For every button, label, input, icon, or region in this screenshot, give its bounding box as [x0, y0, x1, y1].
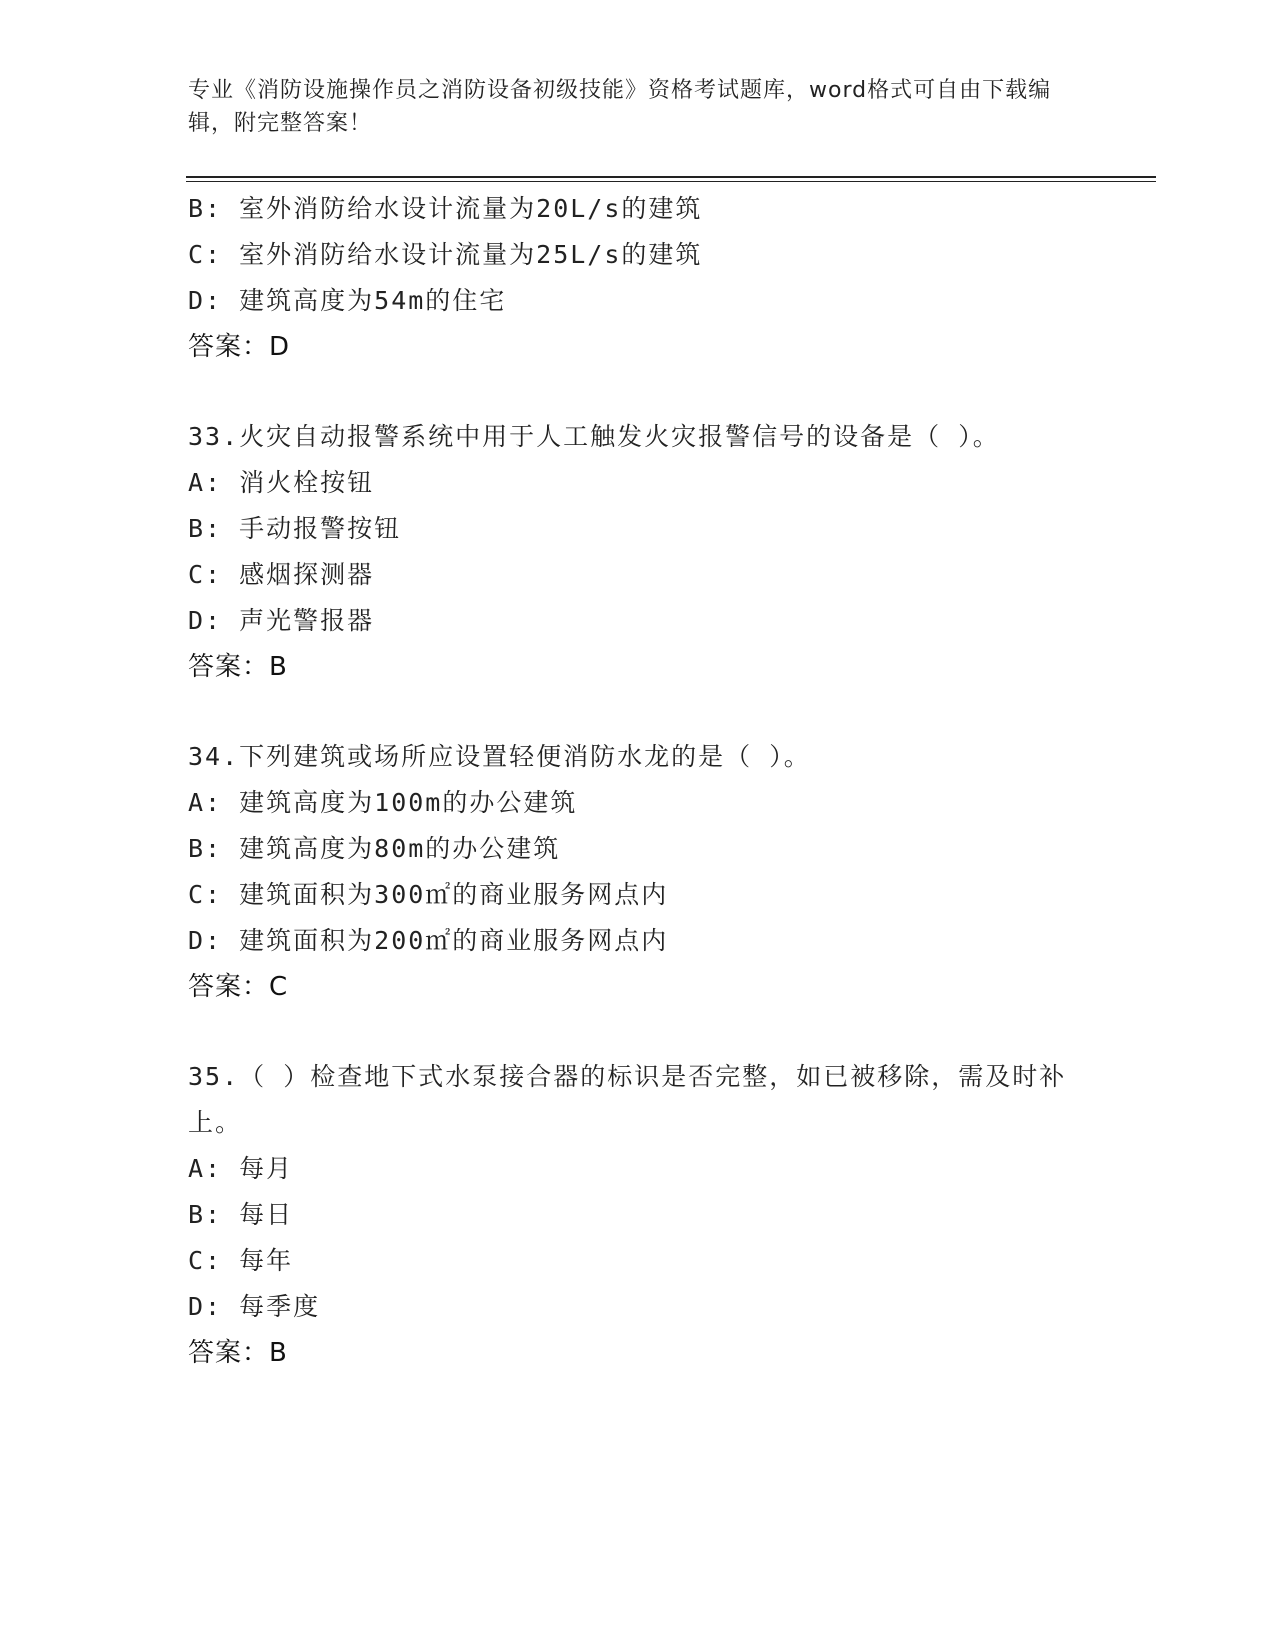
- option-a: A: 每月: [188, 1154, 294, 1183]
- question-stem: 35.（ ）检查地下式水泵接合器的标识是否完整，如已被移除，需及时补上。: [188, 1062, 1067, 1137]
- answer-line: 答案：C: [188, 972, 289, 1002]
- answer-line: 答案：D: [188, 332, 291, 362]
- option-d: D: 每季度: [188, 1292, 321, 1321]
- carryover-block: [188, 186, 1148, 370]
- question-block-35: [188, 1054, 1148, 1376]
- question-stem: 33.火灾自动报警系统中用于人工触发火灾报警信号的设备是（ ）。: [188, 422, 1000, 451]
- option-b: B: 每日: [188, 1200, 294, 1229]
- option-b: B: 建筑高度为80m的办公建筑: [188, 834, 561, 863]
- question-block-34: [188, 734, 1148, 1010]
- answer-line: 答案：B: [188, 652, 288, 682]
- option-c: C: 每年: [188, 1246, 294, 1275]
- option-c: C: 建筑面积为300㎡的商业服务网点内: [188, 880, 669, 909]
- option-b: B: 手动报警按钮: [188, 514, 402, 543]
- document-header: 专业《消防设施操作员之消防设备初级技能》资格考试题库，word格式可自由下载编辑，附完整答案！: [188, 78, 1052, 136]
- option-a: A: 消火栓按钮: [188, 468, 375, 497]
- option-c: C: 感烟探测器: [188, 560, 375, 589]
- answer-line: 答案：B: [188, 1338, 288, 1368]
- option-d: D: 建筑高度为54m的住宅: [188, 286, 507, 315]
- option-b: B: 室外消防给水设计流量为20L/s的建筑: [188, 194, 703, 223]
- option-a: A: 建筑高度为100m的办公建筑: [188, 788, 578, 817]
- question-stem: 34.下列建筑或场所应设置轻便消防水龙的是（ ）。: [188, 742, 811, 771]
- spacer: [188, 690, 1148, 734]
- question-block-33: [188, 414, 1148, 690]
- spacer: [188, 1010, 1148, 1054]
- option-d: D: 声光警报器: [188, 606, 375, 635]
- spacer: [188, 370, 1148, 414]
- option-d: D: 建筑面积为200㎡的商业服务网点内: [188, 926, 669, 955]
- option-c: C: 室外消防给水设计流量为25L/s的建筑: [188, 240, 703, 269]
- question-content: [188, 186, 1148, 1376]
- header-divider-thin: [186, 181, 1156, 182]
- header-divider-thick: [186, 176, 1156, 178]
